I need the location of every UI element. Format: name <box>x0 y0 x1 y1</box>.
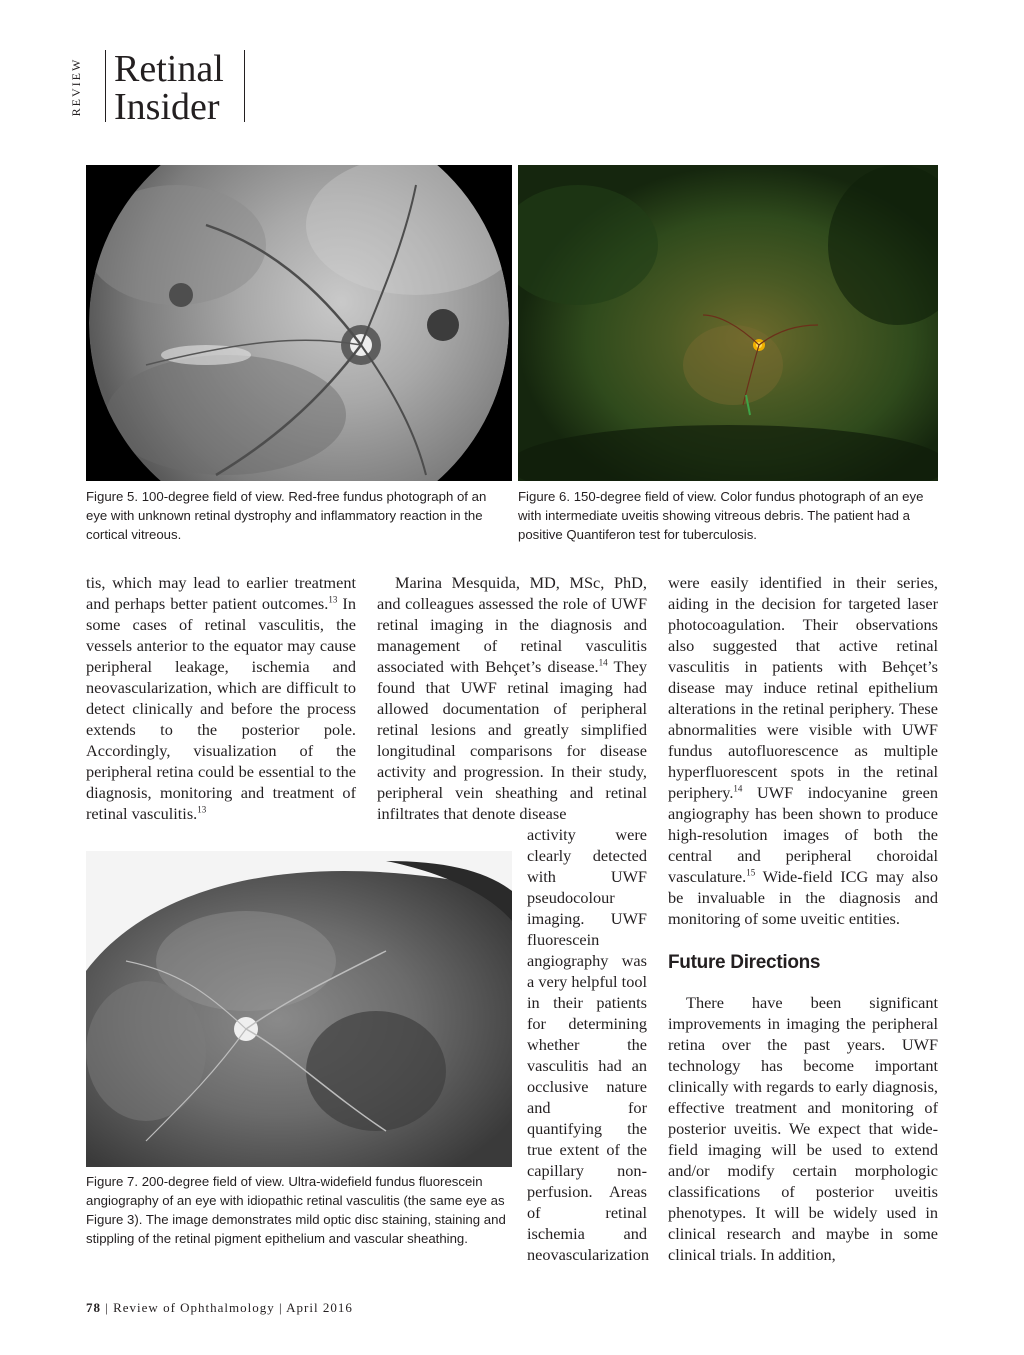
col2-text-c: activity were clearly detected with UWF pseudocolour imaging. UWF fluorescein angiography was a very helpful tool in their patients for determining whether the vasculitis had an occlusive nature and for quantifying the true extent of the capillary non-perfusion. Areas of retinal ischemia and neovascularization <box>527 825 650 1264</box>
figure-5-image <box>86 165 512 481</box>
reference-13: 13 <box>197 804 207 815</box>
figure-5-caption: Figure 5. 100-degree field of view. Red-free fundus photograph of an eye with unknown retinal dystrophy and inflammatory reaction in the cortical vitreous. <box>86 489 487 542</box>
brand-line-1: Retinal <box>114 48 224 90</box>
col1-text-a: tis, which may lead to earlier treatment and perhaps better patient outcomes. <box>86 573 356 613</box>
reference-15: 15 <box>746 867 756 878</box>
footer-separator: | <box>274 1300 287 1315</box>
figure-6-image <box>518 165 938 481</box>
section-heading-future-directions: Future Directions <box>668 952 821 973</box>
col2-text-b: They found that UWF retinal imaging had allowed documentation of peripheral retinal lesions and greatly simplified longitudinal comparisons for disease activity and progression. In their study, peripheral vein sheathing and retinal infiltrates that denote disease <box>377 657 647 823</box>
column-2-text-lower <box>527 824 650 1265</box>
col3-text-c: Wide-field ICG may also be invaluable in the diagnosis and monitoring of some uveitic entities. <box>668 867 938 928</box>
journal-name: Review of Ophthalmology <box>113 1300 275 1315</box>
page-number: 78 <box>86 1300 101 1315</box>
figure-7-caption: Figure 7. 200-degree field of view. Ultra-widefield fundus fluorescein angiography of an eye with idiopathic retinal vasculitis (the same eye as Figure 3). The image demonstrates mild optic disc staining, staining and stippling of the retinal pigment epithelium and vascular sheathing. <box>86 1174 506 1246</box>
issue-date: April 2016 <box>286 1300 353 1315</box>
figure-6-caption: Figure 6. 150-degree field of view. Color fundus photograph of an eye with intermediate uveitis showing vitreous debris. The patient had a positive Quantiferon test for tuberculosis. <box>518 489 924 542</box>
reference-14: 14 <box>598 657 608 668</box>
column-1-text <box>86 572 356 824</box>
brand-line-2: Insider <box>114 86 220 128</box>
section-label: REVIEW <box>69 57 83 117</box>
col1-text-b: In some cases of retinal vasculitis, the vessels anterior to the equator may cause peripheral leakage, ischemia and neovascularization, which are difficult to detect clinically and before the process extends to the posterior pole. Accordingly, visualization of the peripheral retina could be essential to the diagnosis, monitoring and treatment of retinal vasculitis. <box>86 594 356 823</box>
page-footer <box>86 1300 353 1316</box>
reference-13: 13 <box>328 594 338 605</box>
col2-text-a: Marina Mesquida, MD, MSc, PhD, and colleagues assessed the role of UWF retinal imaging in the diagnosis and management of retinal vasculitis associated with Behçet’s disease. <box>377 573 647 676</box>
col3-text-a: were easily identified in their series, aiding in the decision for targeted laser photocoagulation. Their observations also suggested that active retinal vasculitis in patients with Behçet’s disease may induce retinal epithelium alterations in the retinal periphery. These abnormalities were visible with UWF fundus autofluorescence as multiple hyperfluorescent spots in the retinal periphery. <box>668 573 938 802</box>
col3-paragraph-2: There have been significant improvements in imaging the peripheral retina over the past years. UWF technology has become important clinically with regards to early diagnosis, effective treatment and monitoring of posterior uveitis. We expect that wide-field imaging will be used to extend and/or modify certain morphologic classifications of posterior uveitis phenotypes. It will be widely used in clinical research and maybe in some clinical trials. In addition, <box>668 993 938 1264</box>
column-2-text-upper <box>377 572 647 824</box>
header-divider-right <box>244 50 245 122</box>
figure-7-image <box>86 851 512 1167</box>
column-3-text-upper <box>668 572 938 929</box>
footer-separator: | <box>101 1300 114 1315</box>
column-3-text-lower <box>668 992 938 1265</box>
col3-text-b: UWF indocyanine green angiography has been shown to produce high-resolution images of both the central and peripheral choroidal vasculature. <box>668 783 938 886</box>
reference-14: 14 <box>733 783 743 794</box>
header-divider-left <box>105 50 106 122</box>
